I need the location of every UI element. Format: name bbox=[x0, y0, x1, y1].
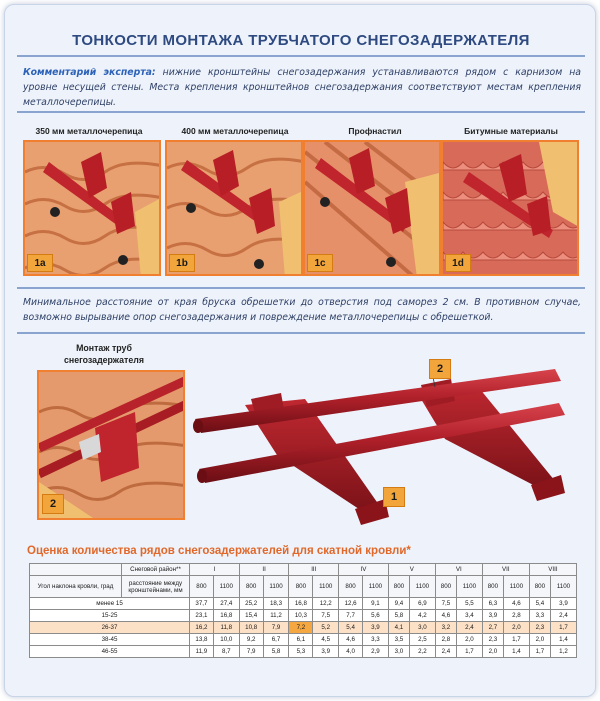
divider bbox=[17, 287, 585, 289]
table-cell: 2,0 bbox=[529, 634, 550, 646]
table-header-dist: 800 bbox=[289, 576, 313, 598]
table-cell: 4,6 bbox=[503, 598, 529, 610]
table-cell: 16,2 bbox=[190, 622, 214, 634]
photo-label-1c: Профнастил bbox=[348, 126, 402, 136]
expert-comment-text: нижние кронштейны снегозадержания устанавливаются рядом с карнизом на уровне несущей стены. Места крепления кронштейнов снегозадержания соответствуют местам крепления металлочерепицы. bbox=[23, 67, 581, 108]
table-header-dist: 800 bbox=[239, 576, 263, 598]
table-header-region: V bbox=[388, 564, 435, 576]
table-cell: 1,7 bbox=[456, 646, 482, 658]
table-cell: 10,3 bbox=[289, 610, 313, 622]
photo-metal-tile-400 bbox=[165, 140, 303, 276]
table-header-distance: расстояние между кронштейнами, мм bbox=[122, 576, 190, 598]
mount-label: Монтаж труб снегозадержателя bbox=[64, 343, 144, 365]
table-cell: 1,7 bbox=[503, 634, 529, 646]
table-cell: 9,2 bbox=[239, 634, 263, 646]
table-cell: 1,4 bbox=[550, 634, 576, 646]
table-header-dist: 1100 bbox=[410, 576, 436, 598]
table-cell: 6,7 bbox=[263, 634, 289, 646]
table-header-dist: 800 bbox=[435, 576, 456, 598]
table-cell: 2,7 bbox=[482, 622, 503, 634]
table-cell: 7,9 bbox=[263, 622, 289, 634]
table-cell: 5,8 bbox=[388, 610, 409, 622]
table-cell: 3,9 bbox=[363, 622, 389, 634]
page-title: ТОНКОСТИ МОНТАЖА ТРУБЧАТОГО СНЕГОЗАДЕРЖАТЕЛЯ bbox=[72, 32, 530, 49]
table-cell: 6,3 bbox=[482, 598, 503, 610]
table-row bbox=[30, 646, 577, 658]
table-cell: 3,2 bbox=[435, 622, 456, 634]
photo-label-1a: 350 мм металлочерепица bbox=[35, 126, 143, 136]
table-header-dist: 1100 bbox=[263, 576, 289, 598]
table-header-region: VIII bbox=[529, 564, 576, 576]
table-cell: 9,1 bbox=[363, 598, 389, 610]
table-cell: 4,2 bbox=[410, 610, 436, 622]
table-cell: 2,0 bbox=[482, 646, 503, 658]
table-cell: 4,1 bbox=[388, 622, 409, 634]
table-header-region: III bbox=[289, 564, 339, 576]
table-header-dist: 1100 bbox=[456, 576, 482, 598]
photo-badge: 1a bbox=[27, 254, 53, 272]
table-cell: 1,4 bbox=[503, 646, 529, 658]
table-cell: 2,4 bbox=[550, 610, 576, 622]
table-cell: 9,4 bbox=[388, 598, 409, 610]
table-header-region: I bbox=[190, 564, 240, 576]
table-cell: 3,0 bbox=[388, 646, 409, 658]
table-cell: 2,0 bbox=[456, 634, 482, 646]
table-cell: 1,7 bbox=[550, 622, 576, 634]
table-cell: 11,2 bbox=[263, 610, 289, 622]
table-cell: 3,9 bbox=[550, 598, 576, 610]
table-cell: 7,5 bbox=[313, 610, 339, 622]
table-cell: 4,5 bbox=[313, 634, 339, 646]
table-header-region: II bbox=[239, 564, 289, 576]
table-cell: 7,9 bbox=[239, 646, 263, 658]
table-cell-angle: менее 15 bbox=[30, 598, 190, 610]
table-row bbox=[30, 622, 577, 634]
table-cell: 5,3 bbox=[289, 646, 313, 658]
table-cell: 10,8 bbox=[239, 622, 263, 634]
table-cell-angle: 46-55 bbox=[30, 646, 190, 658]
table-header-dist: 800 bbox=[388, 576, 409, 598]
table-cell: 11,9 bbox=[190, 646, 214, 658]
table-cell: 25,2 bbox=[239, 598, 263, 610]
table-cell: 3,0 bbox=[410, 622, 436, 634]
table-header-region: IV bbox=[339, 564, 389, 576]
table-row bbox=[30, 634, 577, 646]
table-cell: 3,4 bbox=[456, 610, 482, 622]
diagram-callout-pipe: 2 bbox=[429, 359, 451, 379]
table-header-dist: 1100 bbox=[213, 576, 239, 598]
photo-badge: 1c bbox=[307, 254, 333, 272]
table-cell: 1,7 bbox=[529, 646, 550, 658]
table-cell: 11,8 bbox=[213, 622, 239, 634]
table-cell: 5,6 bbox=[363, 610, 389, 622]
table-header-angle: Угол наклона кровли, град bbox=[30, 576, 122, 598]
table-header-region: VII bbox=[482, 564, 529, 576]
infographic-panel bbox=[4, 4, 596, 697]
table-cell: 3,3 bbox=[363, 634, 389, 646]
table-cell: 3,9 bbox=[313, 646, 339, 658]
estimate-table bbox=[29, 563, 577, 658]
table-cell: 7,7 bbox=[339, 610, 363, 622]
table-cell: 2,4 bbox=[456, 622, 482, 634]
table-cell: 3,9 bbox=[482, 610, 503, 622]
divider bbox=[17, 111, 585, 113]
table-cell: 5,5 bbox=[456, 598, 482, 610]
table-cell: 4,6 bbox=[435, 610, 456, 622]
table-cell: 16,8 bbox=[213, 610, 239, 622]
table-cell-angle: 15-25 bbox=[30, 610, 190, 622]
table-cell-angle: 26-37 bbox=[30, 622, 190, 634]
table-cell: 7,5 bbox=[435, 598, 456, 610]
table-cell: 2,8 bbox=[435, 634, 456, 646]
table-cell: 23,1 bbox=[190, 610, 214, 622]
table-cell: 2,8 bbox=[503, 610, 529, 622]
diagram-callout-bracket: 1 bbox=[383, 487, 405, 507]
table-cell: 16,8 bbox=[289, 598, 313, 610]
expert-comment-lead: Комментарий эксперта: bbox=[23, 67, 156, 78]
table-cell: 7,2 bbox=[289, 622, 313, 634]
table-cell: 3,3 bbox=[529, 610, 550, 622]
table-cell: 6,9 bbox=[410, 598, 436, 610]
estimate-table-body bbox=[30, 598, 577, 658]
table-header-blank bbox=[30, 564, 122, 576]
table-header-snow-region: Снеговой район** bbox=[122, 564, 190, 576]
table-cell: 8,7 bbox=[213, 646, 239, 658]
table-cell: 27,4 bbox=[213, 598, 239, 610]
table-cell: 2,3 bbox=[482, 634, 503, 646]
table-cell: 13,8 bbox=[190, 634, 214, 646]
table-cell: 2,0 bbox=[503, 622, 529, 634]
photo-badge: 1d bbox=[445, 254, 471, 272]
table-cell: 10,0 bbox=[213, 634, 239, 646]
table-cell: 12,6 bbox=[339, 598, 363, 610]
estimate-title: Оценка количества рядов снегозадержателей для скатной кровли* bbox=[27, 545, 411, 557]
table-row bbox=[30, 598, 577, 610]
photo-label-1d: Битумные материалы bbox=[464, 126, 558, 136]
table-cell: 5,2 bbox=[313, 622, 339, 634]
table-header-dist: 800 bbox=[190, 576, 214, 598]
table-header-dist: 800 bbox=[482, 576, 503, 598]
mounting-note: Минимальное расстояние от края бруска обрешетки до отверстия под саморез 2 см. В противном случае, возможно вырывание опор снегозадержания и повреждение металлочерепицы с обрешеткой. bbox=[23, 297, 581, 323]
photo-pipe-mounting bbox=[37, 370, 185, 520]
photo-label-1b: 400 мм металлочерепица bbox=[181, 126, 289, 136]
table-cell: 5,4 bbox=[529, 598, 550, 610]
table-header-dist: 1100 bbox=[313, 576, 339, 598]
table-cell: 12,2 bbox=[313, 598, 339, 610]
table-cell: 1,2 bbox=[550, 646, 576, 658]
table-header-dist: 1100 bbox=[503, 576, 529, 598]
table-cell: 2,5 bbox=[410, 634, 436, 646]
table-cell: 37,7 bbox=[190, 598, 214, 610]
table-cell: 2,4 bbox=[435, 646, 456, 658]
table-cell-angle: 38-45 bbox=[30, 634, 190, 646]
table-cell: 2,9 bbox=[363, 646, 389, 658]
photo-badge: 1b bbox=[169, 254, 195, 272]
table-cell: 5,8 bbox=[263, 646, 289, 658]
table-cell: 2,2 bbox=[410, 646, 436, 658]
expert-comment bbox=[23, 65, 581, 110]
table-cell: 4,6 bbox=[339, 634, 363, 646]
table-cell: 6,1 bbox=[289, 634, 313, 646]
photo-metal-tile-350 bbox=[23, 140, 161, 276]
mount-badge: 2 bbox=[42, 494, 64, 514]
photo-profiled-sheet bbox=[303, 140, 441, 276]
photo-bitumen-shingles bbox=[441, 140, 579, 276]
table-header-dist: 800 bbox=[339, 576, 363, 598]
table-cell: 2,3 bbox=[529, 622, 550, 634]
table-header-region: VI bbox=[435, 564, 482, 576]
divider bbox=[17, 332, 585, 334]
table-header-dist: 1100 bbox=[550, 576, 576, 598]
table-cell: 3,5 bbox=[388, 634, 409, 646]
table-cell: 4,0 bbox=[339, 646, 363, 658]
divider bbox=[17, 55, 585, 57]
table-cell: 15,4 bbox=[239, 610, 263, 622]
table-header-dist: 1100 bbox=[363, 576, 389, 598]
table-cell: 18,3 bbox=[263, 598, 289, 610]
table-cell: 5,4 bbox=[339, 622, 363, 634]
table-row bbox=[30, 610, 577, 622]
table-header-dist: 800 bbox=[529, 576, 550, 598]
